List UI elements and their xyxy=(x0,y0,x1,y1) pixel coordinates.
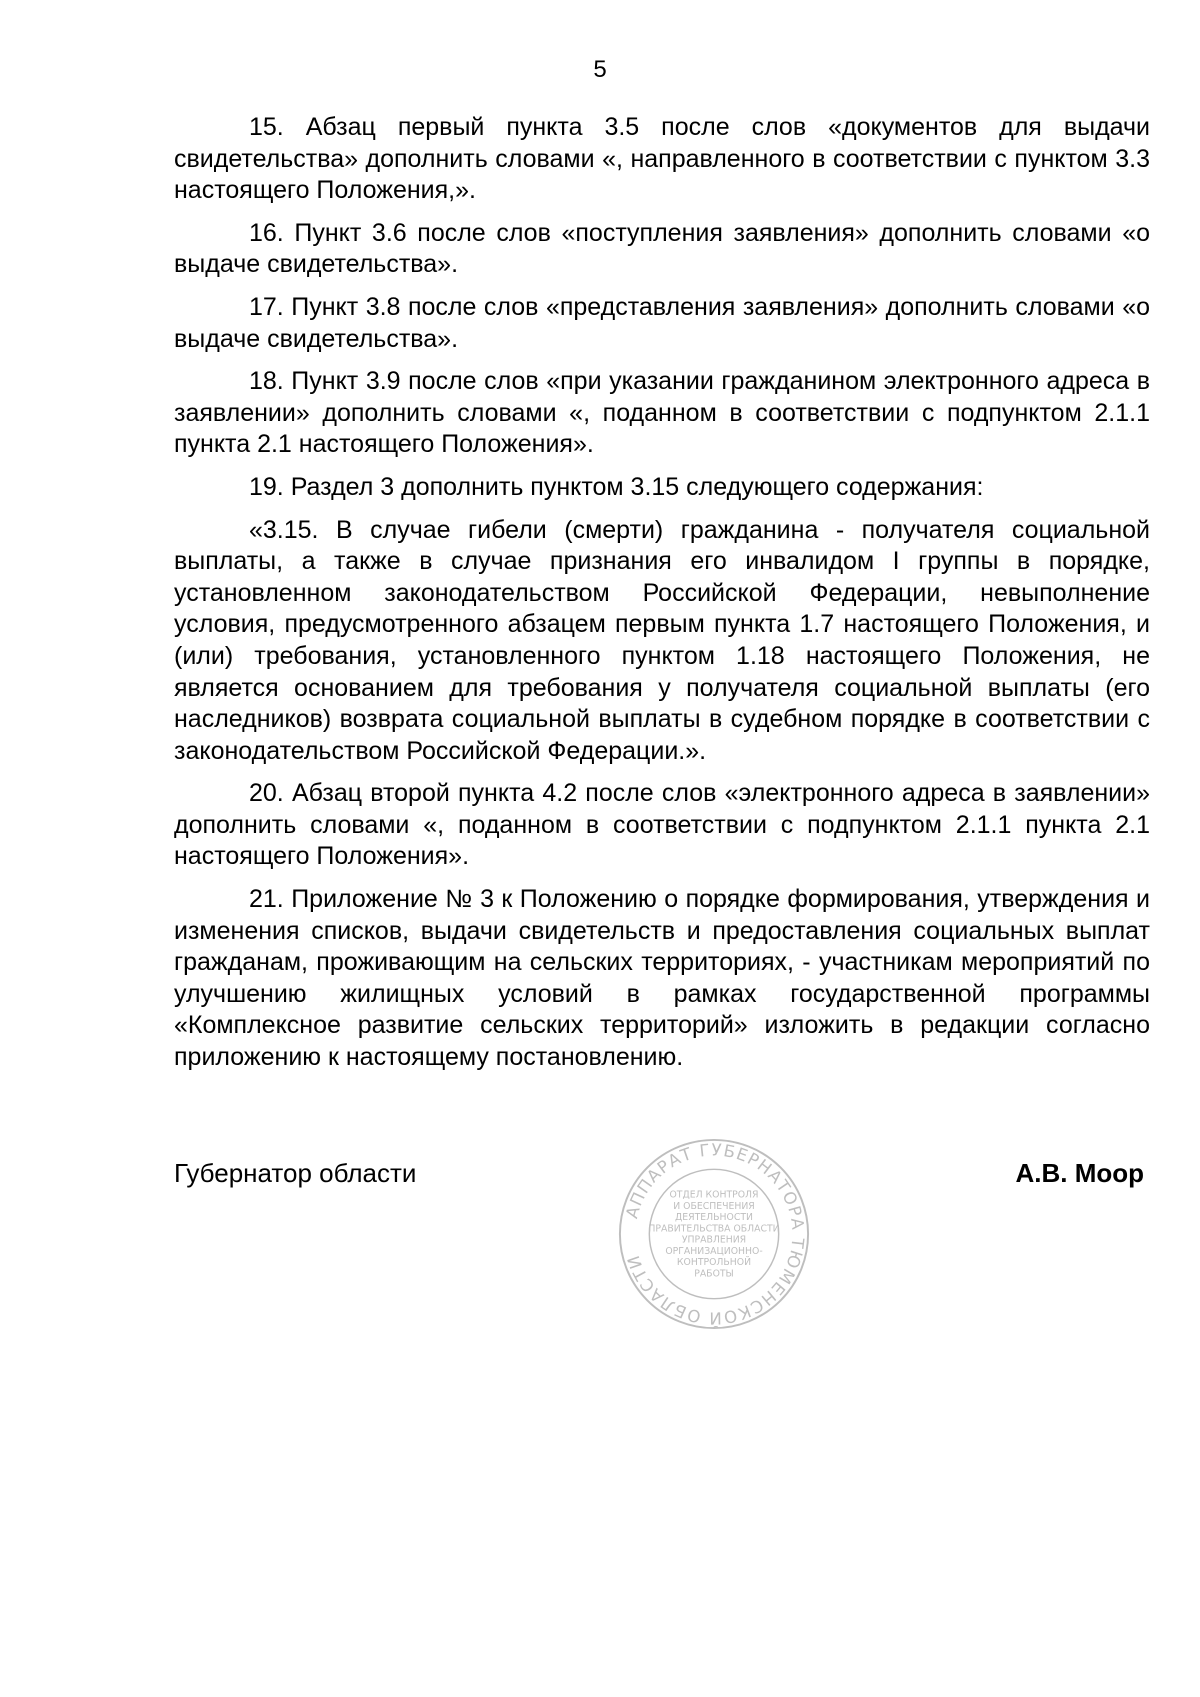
official-stamp xyxy=(616,1136,812,1332)
paragraph-21: 21. Приложение № 3 к Положению о порядке формирования, утверждения и изменения списков, выдачи свидетельств и предоставления социальных выплат гражданам, проживающим на сельских территориях, - участникам мероприятий по улучшению жилищных условий в рамках государственной программы «Комплексное развитие сельских территорий» изложить в редакции согласно приложению к настоящему постановлению. xyxy=(174,885,1150,1072)
stamp-inner-line: КОНТРОЛЬНОЙ xyxy=(676,1257,752,1269)
stamp-inner-line: И ОБЕСПЕЧЕНИЯ xyxy=(673,1200,755,1212)
signatory-name: А.В. Моор xyxy=(1015,1158,1144,1188)
document-body xyxy=(174,112,1150,1085)
page-number: 5 xyxy=(593,56,607,83)
paragraph-18: 18. Пункт 3.9 после слов «при указании гражданином электронного адреса в заявлении» дополнить словами «, поданном в соответствии с подпунктом 2.1.1 пункта 2.1 настоящего Положения». xyxy=(174,367,1150,459)
paragraph-3-15-quote: «3.15. В случае гибели (смерти) гражданина - получателя социальной выплаты, а также в случае признания его инвалидом I группы в порядке, установленном законодательством Российской Федерации, невыполнение условия, предусмотренного абзацем первым пункта 1.7 настоящего Положения, и (или) требования, установленного пунктом 1.18 настоящего Положения, не является основанием для требования у получателя социальной выплаты (его наследников) возврата социальной выплаты в судебном порядке в соответствии с законодательством Российской Федерации.». xyxy=(174,515,1150,765)
stamp-inner-line: УПРАВЛЕНИЯ xyxy=(681,1234,747,1246)
paragraph-17: 17. Пункт 3.8 после слов «представления заявления» дополнить словами «о выдаче свидетельства». xyxy=(174,292,1150,353)
paragraph-16: 16. Пункт 3.6 после слов «поступления заявления» дополнить словами «о выдаче свидетельства». xyxy=(174,218,1150,279)
paragraph-19: 19. Раздел 3 дополнить пунктом 3.15 следующего содержания: xyxy=(249,472,984,501)
stamp-outer-text: АППАРАТ ГУБЕРНАТОРА ТЮМЕНСКОЙ ОБЛАСТИ xyxy=(622,1140,808,1328)
stamp-inner-line: ОРГАНИЗАЦИОННО- xyxy=(665,1245,763,1257)
paragraph-20: 20. Абзац второй пункта 4.2 после слов «электронного адреса в заявлении» дополнить словами «, поданном в соответствии с подпунктом 2.1.1 пункта 2.1 настоящего Положения». xyxy=(174,779,1150,871)
stamp-inner-line: РАБОТЫ xyxy=(694,1268,734,1280)
paragraph-15: 15. Абзац первый пункта 3.5 после слов «документов для выдачи свидетельства» дополнить словами «, направленного в соответствии с пунктом 3.3 настоящего Положения,». xyxy=(174,113,1150,205)
stamp-inner-line: ДЕЯТЕЛЬНОСТИ xyxy=(675,1212,753,1224)
stamp-inner-line: ОТДЕЛ КОНТРОЛЯ xyxy=(669,1189,759,1201)
signatory-title: Губернатор области xyxy=(174,1158,417,1188)
stamp-inner-line: ПРАВИТЕЛЬСТВА ОБЛАСТИ xyxy=(648,1223,780,1235)
